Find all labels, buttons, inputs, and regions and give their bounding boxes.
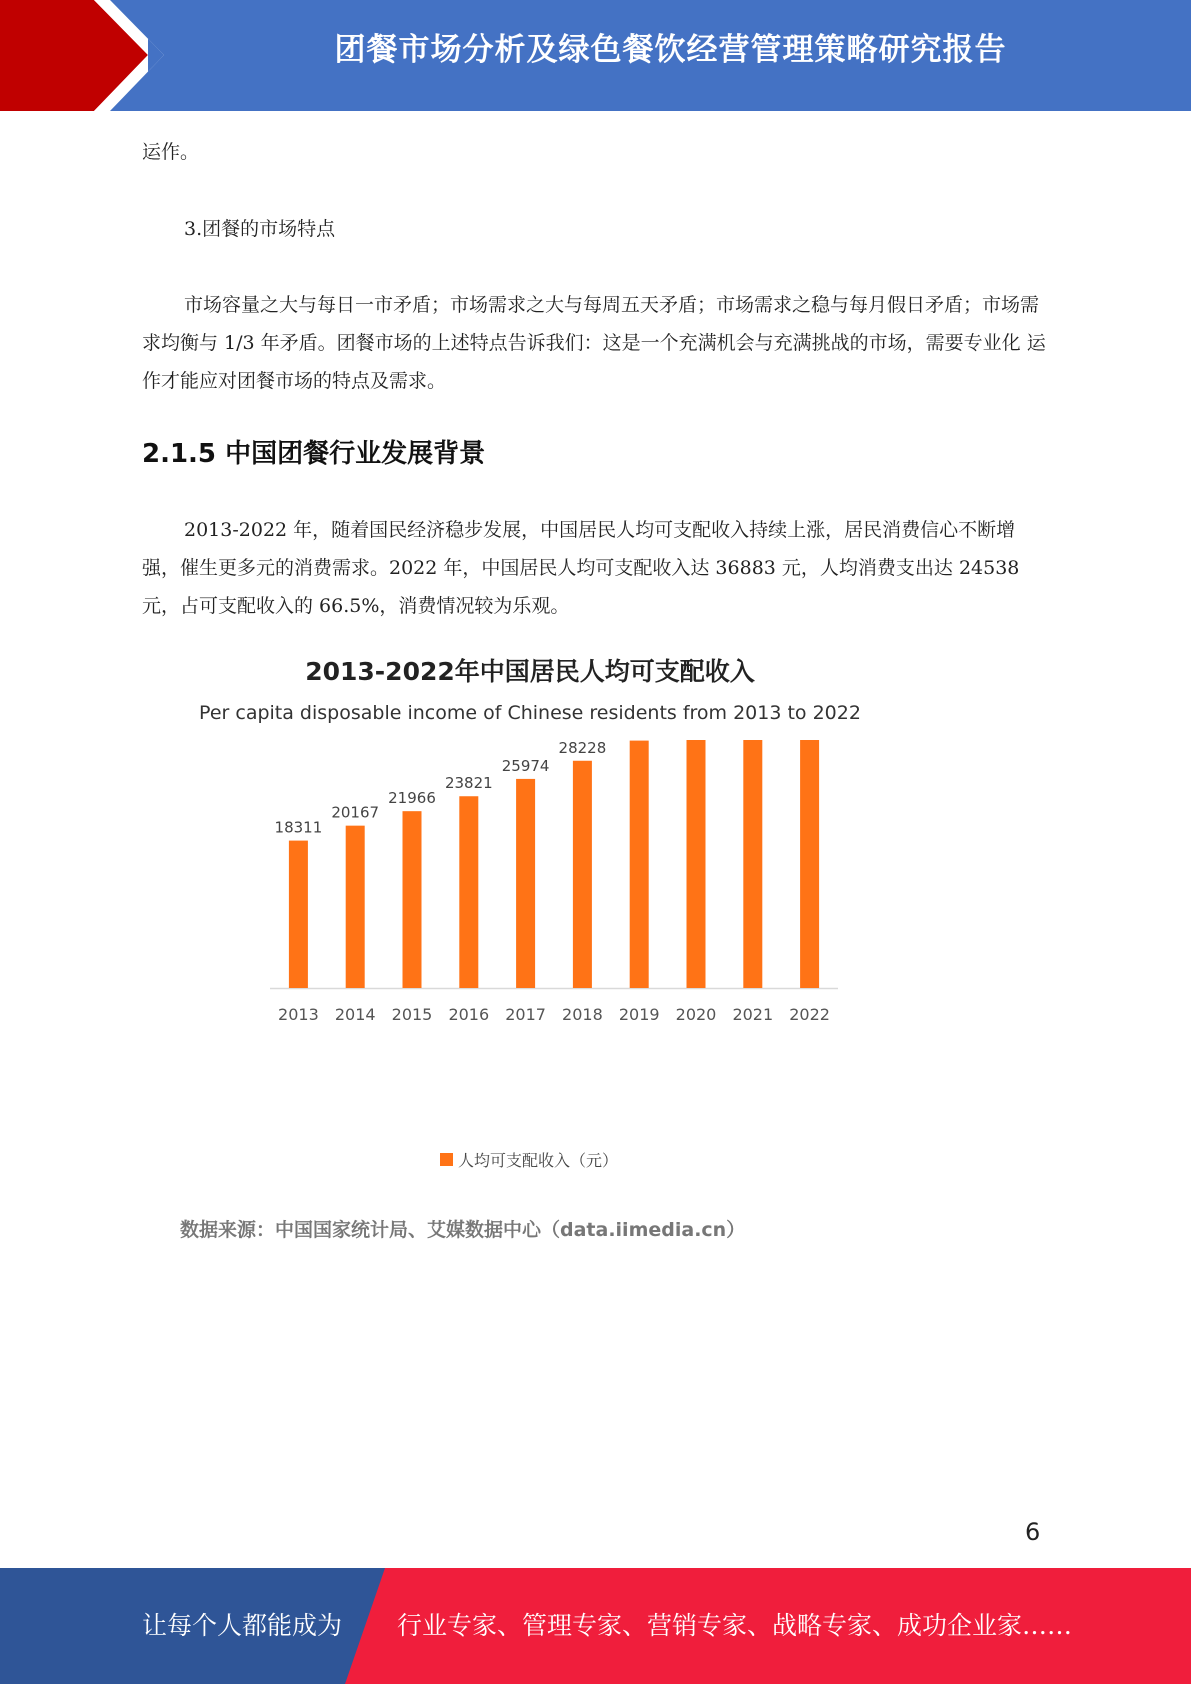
x-tick-2018: 2018: [562, 1005, 603, 1024]
chart-legend: [440, 1148, 618, 1171]
data-label-2017: 25974: [501, 756, 550, 775]
bar-2021: [743, 740, 762, 988]
page-footer: [0, 1568, 1191, 1684]
page-number: 6: [1025, 1518, 1041, 1546]
bar-2013: [289, 841, 308, 988]
body-text-block: [142, 133, 1047, 171]
legend-swatch-icon: [440, 1153, 453, 1166]
chart-source: 数据来源：中国国家统计局、艾媒数据中心（data.iimedia.cn）: [180, 1219, 746, 1241]
subheading-block: [142, 210, 1047, 248]
x-tick-2019: 2019: [618, 1005, 660, 1024]
x-tick-2013: 2013: [278, 1005, 319, 1024]
footer-slogan-right: 行业专家、管理专家、营销专家、战略专家、成功企业家……: [397, 1611, 1073, 1640]
bar-2019: [630, 741, 649, 988]
bar-2022: [800, 740, 819, 988]
x-tick-2014: 2014: [334, 1005, 376, 1024]
chart-subtitle: Per capita disposable income of Chinese residents from 2013 to 2022: [199, 702, 861, 724]
income-chart: [180, 640, 900, 1260]
x-tick-2017: 2017: [505, 1005, 546, 1024]
bar-2015: [403, 811, 422, 988]
bar-2020: [687, 740, 706, 988]
bar-2018: [573, 761, 592, 988]
data-label-2016: 23821: [444, 774, 493, 793]
paragraph-background: 2013-2022 年，随着国民经济稳步发展，中国居民人均可支配收入持续上涨，居民消费信心不断增强，催生更多元的消费需求。2022 年，中国居民人均可支配收入达 36883 元，人均消费支出达 24538 元，占可支配收入的 66.5%，消费情况较为乐观。: [142, 519, 1020, 617]
data-label-2018: 28228: [558, 740, 607, 757]
data-label-2013: 18311: [274, 818, 323, 837]
header-title: 团餐市场分析及绿色餐饮经营管理策略研究报告: [334, 32, 1007, 68]
data-label-2014: 20167: [331, 803, 380, 822]
paragraph-market-features: 市场容量之大与每日一市矛盾；市场需求之大与每周五天矛盾；市场需求之稳与每月假日矛盾；市场需求均衡与 1/3 年矛盾。团餐市场的上述特点告诉我们：这是一个充满机会与充满挑战的市场，需要专业化 运作才能应对团餐市场的特点及需求。: [142, 294, 1046, 392]
legend-label: 人均可支配收入（元）: [458, 1151, 619, 1170]
paragraph-block-1: [142, 286, 1047, 400]
bar-2014: [346, 826, 365, 988]
page-header: [0, 0, 1191, 111]
x-tick-2022: 2022: [789, 1005, 830, 1024]
data-label-2015: 21966: [388, 789, 436, 808]
chart-plot: [180, 740, 900, 1140]
paragraph-continuation: 运作。: [142, 141, 200, 163]
paragraph-block-2: [142, 511, 1047, 625]
x-tick-2015: 2015: [391, 1005, 433, 1024]
bar-2016: [459, 796, 478, 988]
x-tick-2021: 2021: [732, 1005, 774, 1024]
bar-2017: [516, 779, 535, 988]
x-tick-2020: 2020: [675, 1005, 717, 1024]
footer-slogan-left: 让每个人都能成为: [142, 1611, 343, 1640]
x-tick-2016: 2016: [448, 1005, 490, 1024]
subheading-market-features: 3.团餐的市场特点: [184, 218, 336, 240]
chart-title: 2013-2022年中国居民人均可支配收入: [305, 657, 755, 686]
section-heading: 2.1.5 中国团餐行业发展背景: [142, 439, 486, 469]
